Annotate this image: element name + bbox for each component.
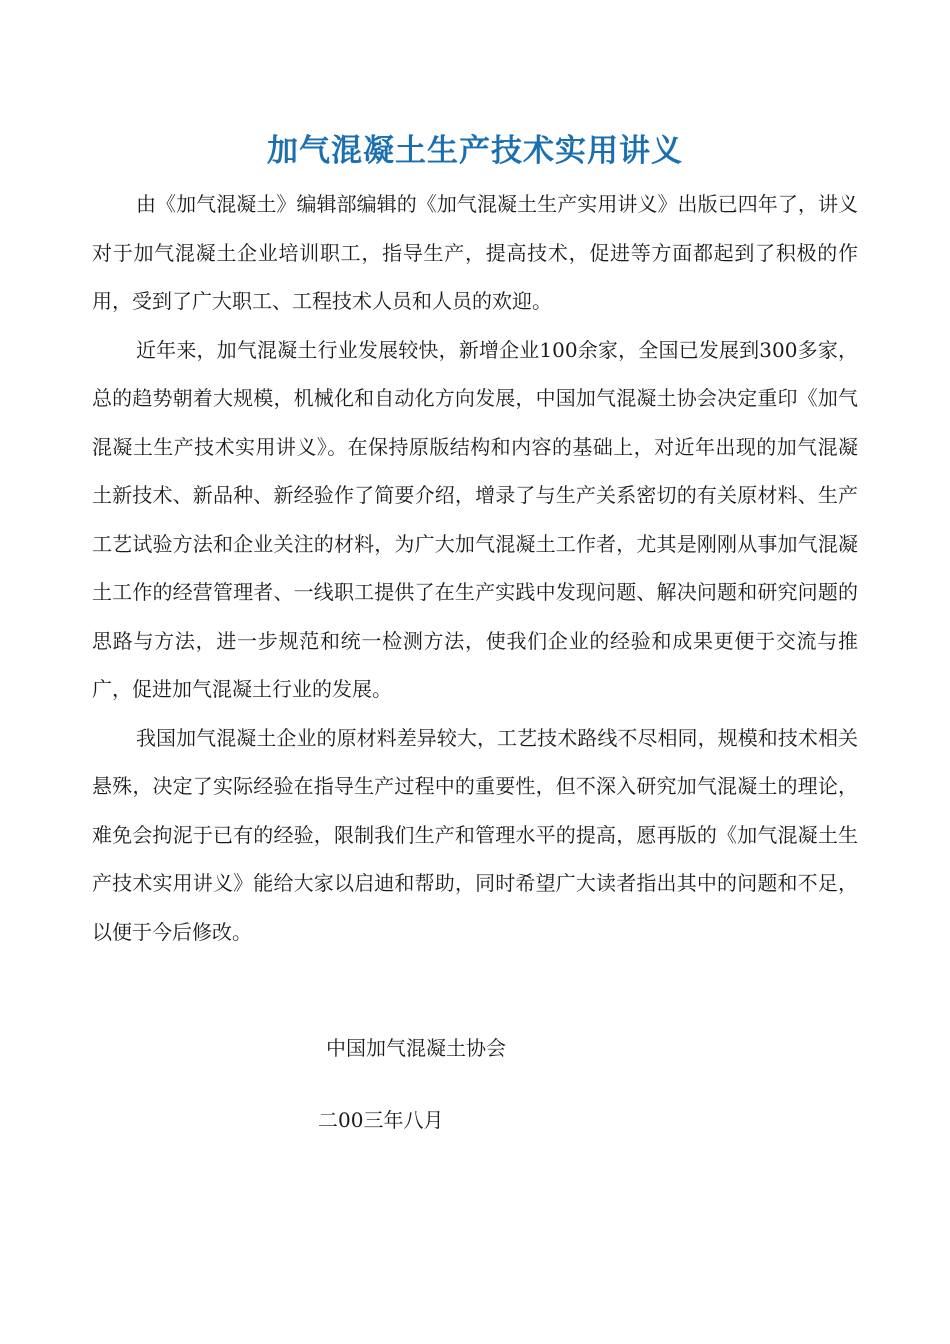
signature-organization: 中国加气混凝土协会 — [326, 1036, 506, 1060]
paragraph-1: 由《加气混凝土》编辑部编辑的《加气混凝土生产实用讲义》出版已四年了，讲义对于加气混凝土企业培训职工，指导生产，提高技术，促进等方面都起到了积极的作用，受到了广大职工、工程技术人员和人员的欢迎。 — [92, 192, 858, 313]
paragraph-3: 我国加气混凝土企业的原材料差异较大，工艺技术路线不尽相同，规模和技术相关悬殊，决定了实际经验在指导生产过程中的重要性，但不深入研究加气混凝土的理论，难免会拘泥于已有的经验，限制我们生产和管理水平的提高，愿再版的《加气混凝土生产技术实用讲义》能给大家以启迪和帮助，同时希望广大读者指出其中的问题和不足，以便于今后修改。 — [92, 725, 858, 944]
document-body — [92, 180, 858, 956]
paragraph-2: 近年来，加气混凝土行业发展较快，新增企业100余家，全国已发展到300多家，总的趋势朝着大规模，机械化和自动化方向发展，中国加气混凝土协会决定重印《加气混凝土生产技术实用讲义》。在保持原版结构和内容的基础上，对近年出现的加气混凝土新技术、新品种、新经验作了简要介绍，增录了与生产关系密切的有关原材料、生产工艺试验方法和企业关注的材料，为广大加气混凝土工作者，尤其是刚刚从事加气混凝土工作的经营管理者、一线职工提供了在生产实践中发现问题、解决问题和研究问题的思路与方法，进一步规范和统一检测方法，使我们企业的经验和成果更便于交流与推广，促进加气混凝土行业的发展。 — [92, 337, 858, 701]
signature-date: 二00三年八月 — [318, 1108, 444, 1132]
document-title: 加气混凝土生产技术实用讲义 — [267, 133, 683, 169]
